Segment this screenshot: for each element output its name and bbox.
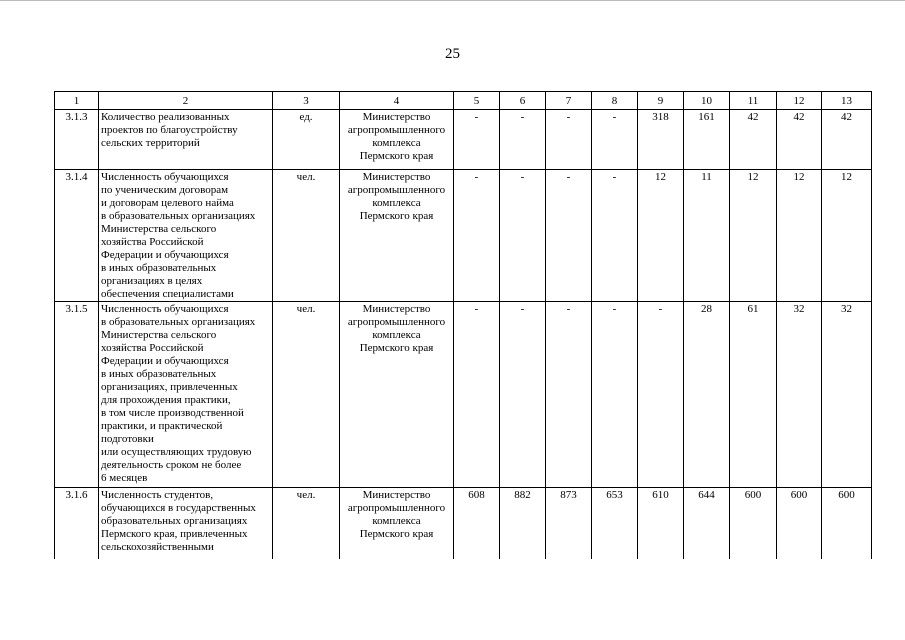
- responsible-cell: [340, 170, 454, 302]
- indicator-name-line: в том числе производственной: [101, 407, 244, 419]
- indicator-name-line: хозяйства Российской: [101, 236, 204, 248]
- value-cell: -: [546, 110, 592, 170]
- header-cell: 3: [273, 92, 340, 110]
- indicator-name: [99, 170, 273, 302]
- value-cell: 11: [684, 170, 730, 302]
- header-cell: 8: [592, 92, 638, 110]
- value-cell: 28: [684, 302, 730, 488]
- table-row: [55, 110, 872, 170]
- row-number: 3.1.4: [55, 170, 99, 302]
- value-cell: -: [546, 302, 592, 488]
- indicator-name-line: Федерации и обучающихся: [101, 249, 229, 261]
- value-cell: -: [500, 110, 546, 170]
- responsible-line: комплекса: [372, 515, 421, 527]
- indicator-name-line: Численность обучающихся: [101, 171, 229, 183]
- header-cell: 10: [684, 92, 730, 110]
- value-cell: 318: [638, 110, 684, 170]
- indicator-name-line: Численность обучающихся: [101, 303, 229, 315]
- value-cell: -: [454, 170, 500, 302]
- value-cell: 42: [730, 110, 777, 170]
- indicator-name-line: в образовательных организациях: [101, 316, 256, 328]
- value-cell: 32: [822, 302, 872, 488]
- row-number: 3.1.6: [55, 488, 99, 560]
- responsible-cell: [340, 302, 454, 488]
- value-cell: 653: [592, 488, 638, 560]
- indicator-name-line: Федерации и обучающихся: [101, 355, 229, 367]
- value-cell: -: [500, 170, 546, 302]
- value-cell: -: [592, 170, 638, 302]
- indicator-name-line: сельскохозяйственными: [101, 541, 214, 553]
- responsible-cell: [340, 488, 454, 560]
- indicator-name: [99, 302, 273, 488]
- responsible-line: Пермского края: [359, 528, 434, 540]
- value-cell: 882: [500, 488, 546, 560]
- indicator-name-line: Министерства сельского: [101, 329, 217, 341]
- header-cell: 6: [500, 92, 546, 110]
- value-cell: 42: [777, 110, 822, 170]
- indicator-name-line: сельских территорий: [101, 137, 200, 149]
- responsible-line: агропромышленного: [347, 316, 446, 328]
- scan-top-edge: [0, 0, 905, 1]
- indicator-name-line: для прохождения практики,: [101, 394, 231, 406]
- responsible-line: Пермского края: [359, 150, 434, 162]
- indicator-name-line: и договорам целевого найма: [101, 197, 234, 209]
- row-number: 3.1.5: [55, 302, 99, 488]
- indicator-name-line: практики, и практической: [101, 420, 223, 432]
- indicator-name-line: организациях, привлеченных: [101, 381, 238, 393]
- value-cell: 61: [730, 302, 777, 488]
- table-row: [55, 488, 872, 560]
- unit-cell: чел.: [273, 170, 340, 302]
- responsible-line: Министерство: [362, 111, 431, 123]
- indicator-name-line: образовательных организациях: [101, 515, 248, 527]
- value-cell: 600: [822, 488, 872, 560]
- responsible-line: Министерство: [362, 171, 431, 183]
- indicators-table: [54, 91, 872, 559]
- page-number: 25: [445, 46, 460, 62]
- responsible-line: комплекса: [372, 329, 421, 341]
- unit-cell: ед.: [273, 110, 340, 170]
- header-cell: 1: [55, 92, 99, 110]
- value-cell: 608: [454, 488, 500, 560]
- row-number: 3.1.3: [55, 110, 99, 170]
- responsible-line: Пермского края: [359, 210, 434, 222]
- header-cell: 13: [822, 92, 872, 110]
- indicator-name-line: или осуществляющих трудовую: [101, 446, 252, 458]
- responsible-line: Министерство: [362, 489, 431, 501]
- indicator-name-line: 6 месяцев: [101, 472, 148, 484]
- header-cell: 5: [454, 92, 500, 110]
- indicator-name: [99, 488, 273, 560]
- value-cell: -: [454, 302, 500, 488]
- value-cell: -: [592, 110, 638, 170]
- indicator-name-line: хозяйства Российской: [101, 342, 204, 354]
- value-cell: 161: [684, 110, 730, 170]
- indicator-name-line: Количество реализованных: [101, 111, 230, 123]
- value-cell: 42: [822, 110, 872, 170]
- value-cell: 32: [777, 302, 822, 488]
- indicator-name-line: Министерства сельского: [101, 223, 217, 235]
- value-cell: -: [592, 302, 638, 488]
- responsible-line: агропромышленного: [347, 124, 446, 136]
- value-cell: -: [546, 170, 592, 302]
- indicator-name-line: организациях в целях: [101, 275, 203, 287]
- indicator-name-line: в иных образовательных: [101, 368, 217, 380]
- indicator-name-line: обучающихся в государственных: [101, 502, 256, 514]
- unit-cell: чел.: [273, 488, 340, 560]
- responsible-line: Пермского края: [359, 342, 434, 354]
- indicator-name: [99, 110, 273, 170]
- responsible-line: комплекса: [372, 137, 421, 149]
- value-cell: -: [500, 302, 546, 488]
- responsible-line: агропромышленного: [347, 502, 446, 514]
- header-cell: 4: [340, 92, 454, 110]
- responsible-line: комплекса: [372, 197, 421, 209]
- value-cell: 12: [822, 170, 872, 302]
- value-cell: 600: [777, 488, 822, 560]
- indicator-name-line: Пермского края, привлеченных: [101, 528, 248, 540]
- header-cell: 11: [730, 92, 777, 110]
- indicator-name-line: в иных образовательных: [101, 262, 217, 274]
- responsible-line: Министерство: [362, 303, 431, 315]
- table-row: [55, 170, 872, 302]
- indicator-name-line: по ученическим договорам: [101, 184, 229, 196]
- responsible-cell: [340, 110, 454, 170]
- header-cell: 7: [546, 92, 592, 110]
- indicator-name-line: Численность студентов,: [101, 489, 214, 501]
- value-cell: 873: [546, 488, 592, 560]
- table-row: [55, 302, 872, 488]
- indicator-name-line: обеспечения специалистами: [101, 288, 234, 300]
- header-cell: 9: [638, 92, 684, 110]
- indicator-name-line: проектов по благоустройству: [101, 124, 238, 136]
- value-cell: 600: [730, 488, 777, 560]
- responsible-line: агропромышленного: [347, 184, 446, 196]
- value-cell: -: [454, 110, 500, 170]
- value-cell: 12: [777, 170, 822, 302]
- value-cell: -: [638, 302, 684, 488]
- value-cell: 644: [684, 488, 730, 560]
- indicator-name-line: деятельность сроком не более: [101, 459, 242, 471]
- value-cell: 12: [638, 170, 684, 302]
- header-cell: 12: [777, 92, 822, 110]
- value-cell: 12: [730, 170, 777, 302]
- indicator-name-line: в образовательных организациях: [101, 210, 256, 222]
- indicator-name-line: подготовки: [101, 433, 154, 445]
- header-cell: 2: [99, 92, 273, 110]
- header-row: [55, 92, 872, 110]
- value-cell: 610: [638, 488, 684, 560]
- unit-cell: чел.: [273, 302, 340, 488]
